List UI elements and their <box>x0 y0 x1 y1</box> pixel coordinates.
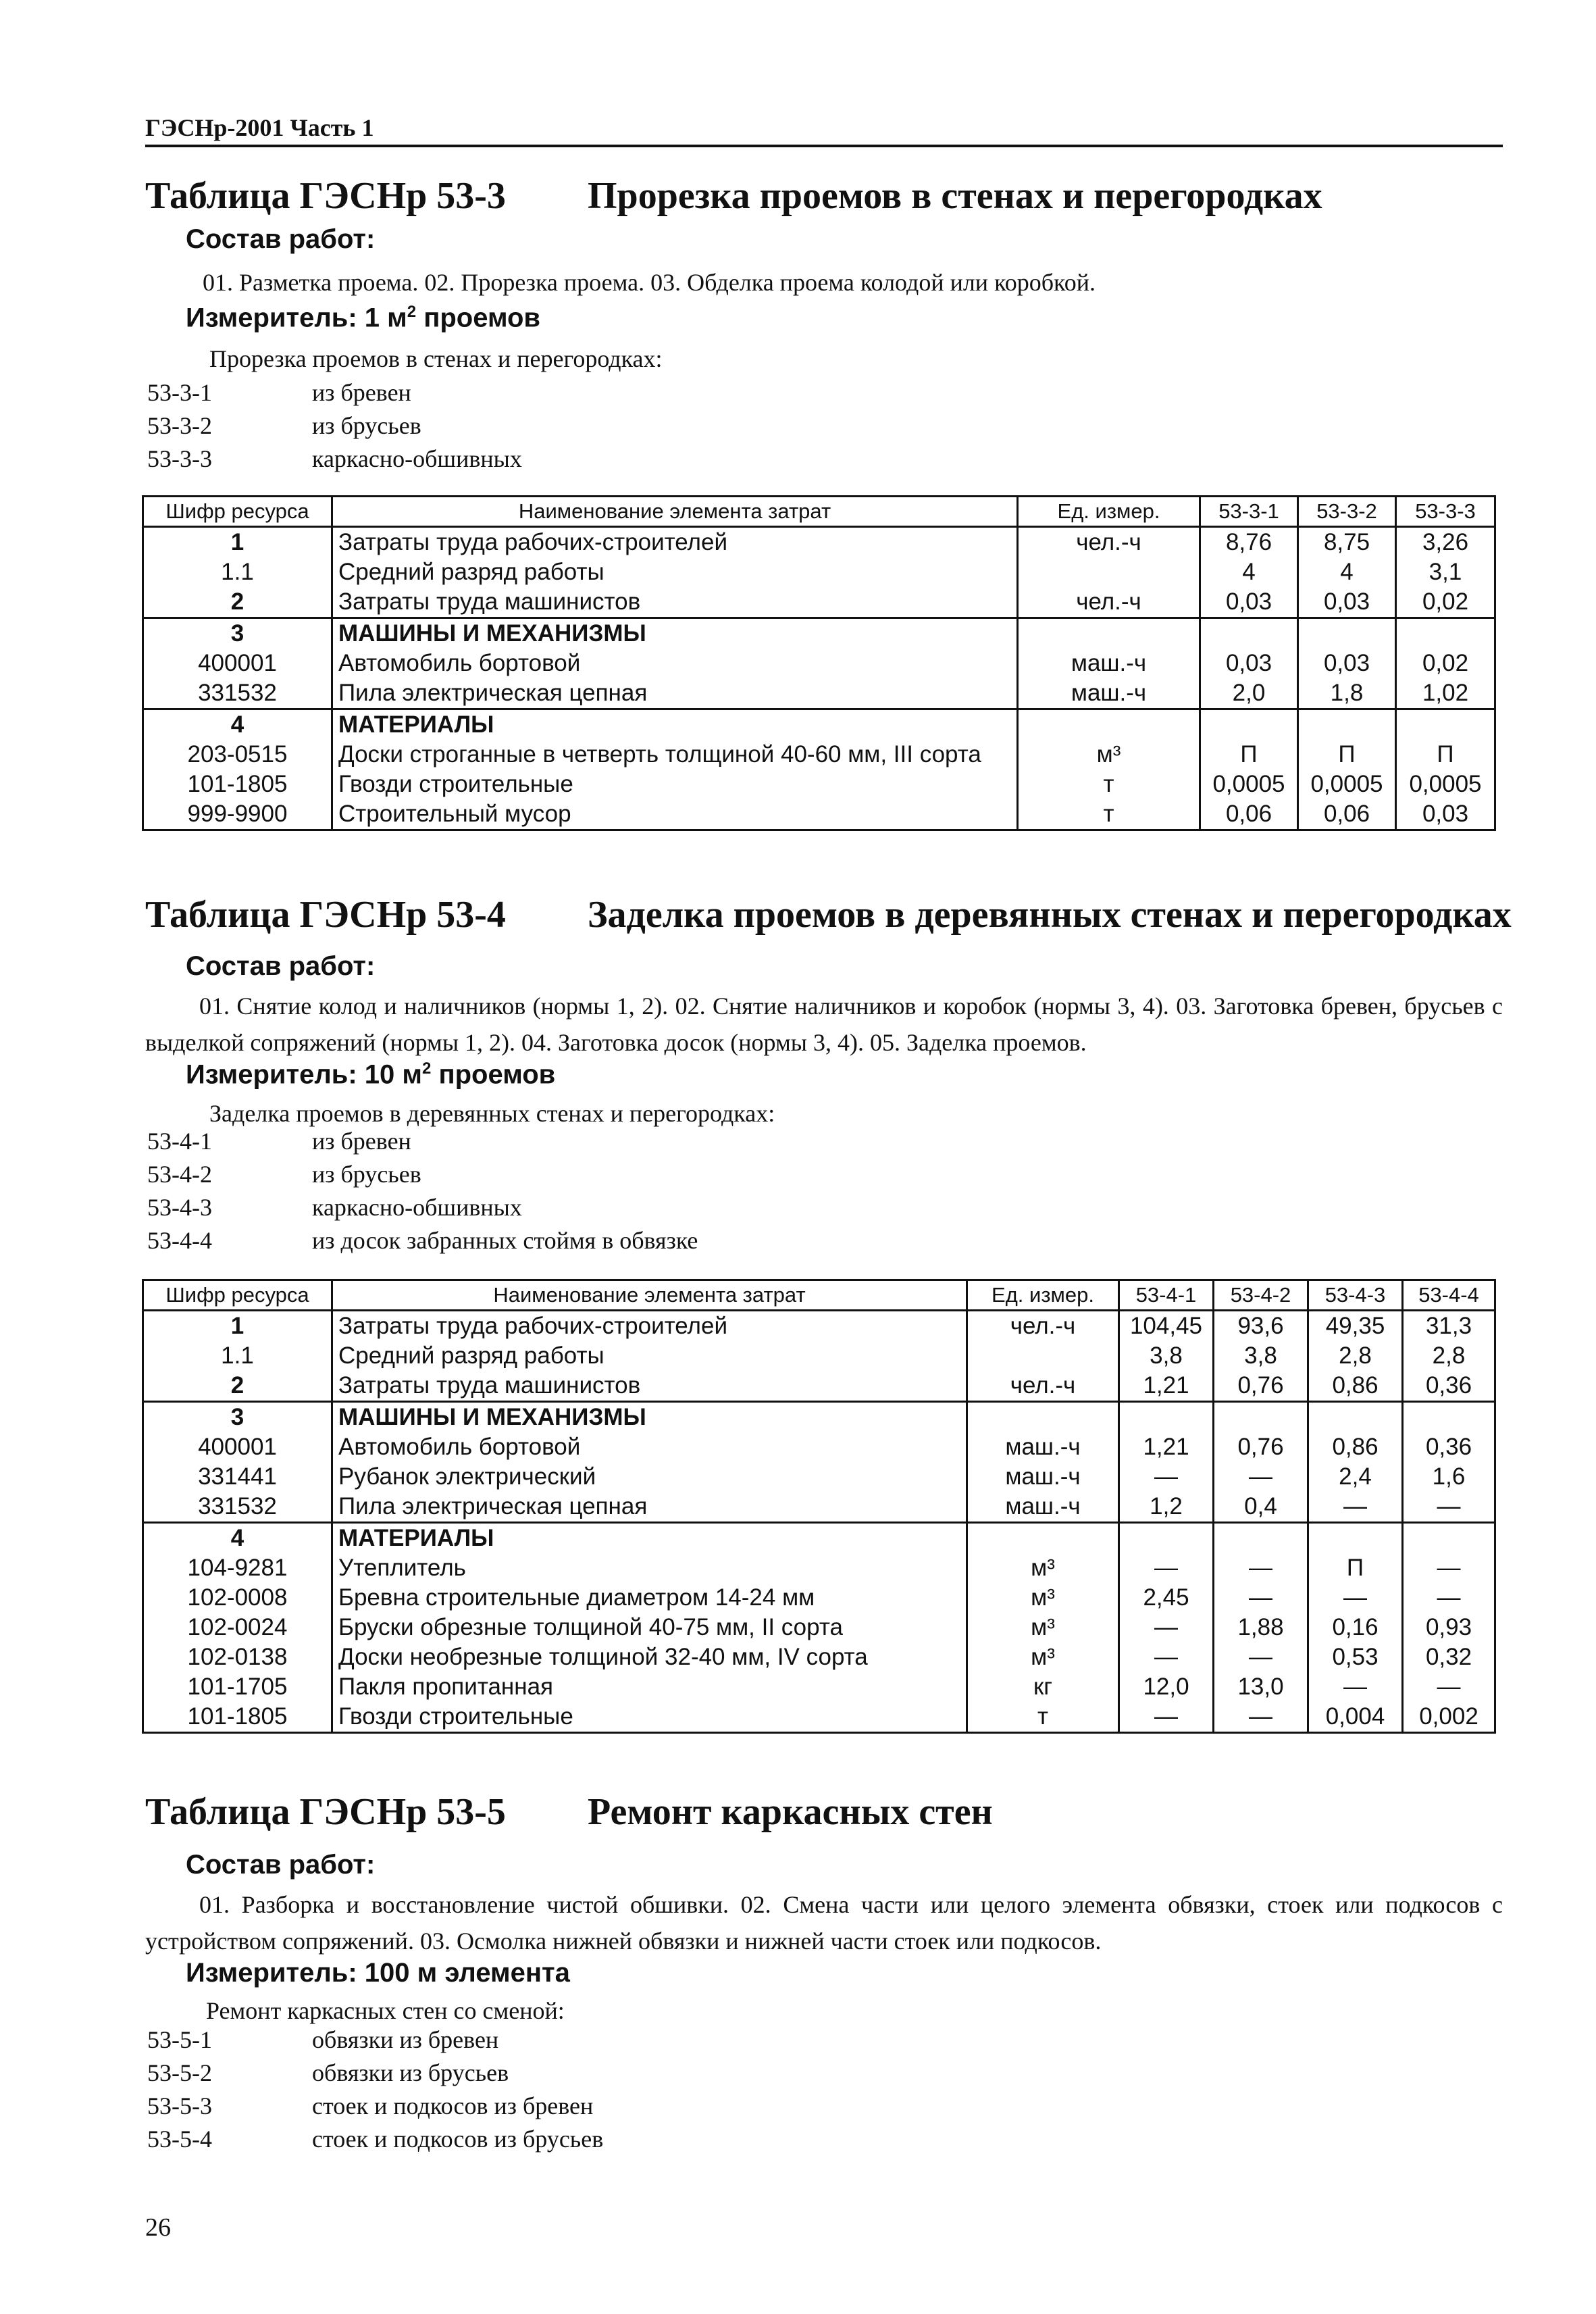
unit: маш.-ч <box>967 1432 1119 1462</box>
unit: чел.-ч <box>967 1371 1119 1402</box>
running-header: ГЭСНр-2001 Часть 1 <box>145 114 374 141</box>
norm-value: — <box>1119 1462 1214 1492</box>
norm-value: 0,86 <box>1308 1432 1403 1462</box>
table-row <box>143 649 1495 678</box>
resource-name: Средний разряд работы <box>332 1341 967 1371</box>
norm-value: — <box>1403 1492 1495 1523</box>
table-53-3-work-heading: Состав работ: <box>186 224 376 254</box>
table-53-4-work-text: 01. Снятие колод и наличников (нормы 1, 2). 02. Снятие наличников и коробок (нормы 3, 4). 03. Заготовка бревен, брусьев с выделкой сопряжений (нормы 1, 2). 04. Заготовка досок (нормы 3, 4). 05. Заделка проемов. <box>145 992 1503 1056</box>
table-53-5-work-heading: Состав работ: <box>186 1850 376 1880</box>
column-header: Ед. измер. <box>1018 497 1200 527</box>
resource-code: 203-0515 <box>143 740 332 770</box>
norm-value: 0,76 <box>1214 1432 1308 1462</box>
norm-value: — <box>1403 1583 1495 1613</box>
table-row <box>143 1523 1495 1554</box>
resource-code: 4 <box>143 709 332 740</box>
variant-name: из бревен <box>312 379 411 406</box>
variant-code: 53-4-2 <box>147 1161 212 1188</box>
table-row <box>143 770 1495 799</box>
variant-name: обвязки из бревен <box>312 2026 499 2053</box>
table-row <box>143 1341 1495 1371</box>
resource-name: МАШИНЫ И МЕХАНИЗМЫ <box>332 618 1018 649</box>
table-53-4-intro: Заделка проемов в деревянных стенах и перегородках: <box>209 1100 775 1127</box>
table-row <box>143 1702 1495 1733</box>
column-header: 53-4-2 <box>1214 1280 1308 1311</box>
norm-value: 1,21 <box>1119 1432 1214 1462</box>
norm-value: 93,6 <box>1214 1311 1308 1342</box>
table-53-3-meter: Измеритель: 1 $м^2$ проемов <box>186 303 541 333</box>
unit: маш.-ч <box>1018 649 1200 678</box>
norm-value: 0,36 <box>1403 1371 1495 1402</box>
variant-code: 53-5-2 <box>147 2059 212 2086</box>
column-header: 53-4-3 <box>1308 1280 1403 1311</box>
resource-code: 2 <box>143 1371 332 1402</box>
table-row <box>143 1613 1495 1642</box>
norm-value: 2,0 <box>1200 678 1298 709</box>
resource-name: Бревна строительные диаметром 14-24 мм <box>332 1583 967 1613</box>
resource-code: 331441 <box>143 1462 332 1492</box>
table-row <box>143 678 1495 709</box>
unit: т <box>1018 799 1200 830</box>
resource-name: Средний разряд работы <box>332 557 1018 587</box>
norm-value <box>1308 1402 1403 1433</box>
table-53-4-name: Заделка проемов в деревянных стенах и перегородках <box>588 894 1512 936</box>
table-53-5-name: Ремонт каркасных стен <box>588 1791 993 1833</box>
unit: маш.-ч <box>967 1492 1119 1523</box>
norm-value: 0,03 <box>1200 649 1298 678</box>
table-53-3-name: Прорезка проемов в стенах и перегородках <box>588 175 1322 217</box>
norm-value <box>1298 618 1396 649</box>
resource-name: Гвозди строительные <box>332 770 1018 799</box>
table-53-5-meter: Измеритель: 100 м элемента <box>186 1958 570 1988</box>
norm-value <box>1396 709 1495 740</box>
norm-value: — <box>1214 1462 1308 1492</box>
resource-code: 1 <box>143 527 332 558</box>
resource-code: 101-1805 <box>143 1702 332 1733</box>
column-header: 53-4-4 <box>1403 1280 1495 1311</box>
resource-code: 4 <box>143 1523 332 1554</box>
resource-code: 101-1705 <box>143 1672 332 1702</box>
variant-code: 53-4-4 <box>147 1227 212 1254</box>
table-row <box>143 557 1495 587</box>
norm-value <box>1308 1523 1403 1554</box>
unit: чел.-ч <box>967 1311 1119 1342</box>
resource-code: 102-0138 <box>143 1642 332 1672</box>
norm-value: — <box>1308 1583 1403 1613</box>
unit <box>967 1341 1119 1371</box>
norm-value: 0,0005 <box>1396 770 1495 799</box>
resource-code: 102-0024 <box>143 1613 332 1642</box>
unit: м³ <box>967 1583 1119 1613</box>
norm-value: 0,32 <box>1403 1642 1495 1672</box>
table-row <box>143 709 1495 740</box>
table-row <box>143 618 1495 649</box>
norm-value: — <box>1119 1553 1214 1583</box>
norm-value: — <box>1308 1492 1403 1523</box>
unit <box>967 1402 1119 1433</box>
resource-name: Доски необрезные толщиной 32-40 мм, IV сорта <box>332 1642 967 1672</box>
resource-code: 102-0008 <box>143 1583 332 1613</box>
unit: т <box>967 1702 1119 1733</box>
norm-value: 0,03 <box>1200 587 1298 618</box>
norm-value: — <box>1403 1672 1495 1702</box>
norm-value: — <box>1214 1583 1308 1613</box>
table-row <box>143 1492 1495 1523</box>
unit: м³ <box>967 1642 1119 1672</box>
resource-name: МАТЕРИАЛЫ <box>332 709 1018 740</box>
norm-value: 3,26 <box>1396 527 1495 558</box>
table-53-5-title <box>145 1790 993 1834</box>
norm-value <box>1200 618 1298 649</box>
variant-code: 53-4-1 <box>147 1128 212 1155</box>
norm-value: — <box>1214 1702 1308 1733</box>
table-53-4-label: Таблица ГЭСНр 53-4 <box>145 894 506 936</box>
column-header: 53-3-3 <box>1396 497 1495 527</box>
resource-code: 400001 <box>143 1432 332 1462</box>
norm-value <box>1119 1523 1214 1554</box>
norm-value: — <box>1119 1702 1214 1733</box>
norm-value: 3,1 <box>1396 557 1495 587</box>
norm-value <box>1403 1402 1495 1433</box>
norm-value: — <box>1119 1613 1214 1642</box>
norm-value: 3,8 <box>1214 1341 1308 1371</box>
unit: маш.-ч <box>1018 678 1200 709</box>
unit <box>1018 557 1200 587</box>
variant-name: каркасно-обшивных <box>312 445 522 472</box>
table-row <box>143 1642 1495 1672</box>
column-header: Наименование элемента затрат <box>332 497 1018 527</box>
resource-name: Пакля пропитанная <box>332 1672 967 1702</box>
norm-value: 2,8 <box>1403 1341 1495 1371</box>
norm-value: 0,53 <box>1308 1642 1403 1672</box>
norm-value <box>1214 1402 1308 1433</box>
table-53-4-work-heading: Состав работ: <box>186 951 376 981</box>
norm-value: 3,8 <box>1119 1341 1214 1371</box>
table-53-4-meter: Измеритель: 10 $м^2$ проемов <box>186 1059 556 1090</box>
unit: м³ <box>967 1613 1119 1642</box>
norm-value <box>1200 709 1298 740</box>
variant-name: из досок забранных стоймя в обвязке <box>312 1227 698 1254</box>
norm-value: 1,21 <box>1119 1371 1214 1402</box>
resource-code: 2 <box>143 587 332 618</box>
norm-value: 0,93 <box>1403 1613 1495 1642</box>
table-row <box>143 1583 1495 1613</box>
norm-value: 0,002 <box>1403 1702 1495 1733</box>
table-row <box>143 1371 1495 1402</box>
column-header: Ед. измер. <box>967 1280 1119 1311</box>
variant-name: стоек и подкосов из бревен <box>312 2092 594 2119</box>
resource-name: Затраты труда машинистов <box>332 587 1018 618</box>
variant-code: 53-5-1 <box>147 2026 212 2053</box>
table-53-3-title <box>145 174 1322 218</box>
norm-value: 0,76 <box>1214 1371 1308 1402</box>
header-rule <box>145 145 1503 147</box>
resource-code: 3 <box>143 1402 332 1433</box>
variant-name: из бревен <box>312 1128 411 1155</box>
norm-value: П <box>1308 1553 1403 1583</box>
table-53-3-intro: Прорезка проемов в стенах и перегородках: <box>209 345 663 372</box>
norm-value: 0,06 <box>1298 799 1396 830</box>
resource-code: 400001 <box>143 649 332 678</box>
norm-value: 2,8 <box>1308 1341 1403 1371</box>
norm-value: 8,76 <box>1200 527 1298 558</box>
norm-value: П <box>1298 740 1396 770</box>
norm-value: — <box>1214 1553 1308 1583</box>
table-53-3-label: Таблица ГЭСНр 53-3 <box>145 175 506 217</box>
column-header: Шифр ресурса <box>143 1280 332 1311</box>
resource-name: Затраты труда рабочих-строителей <box>332 1311 967 1342</box>
norm-value: 0,03 <box>1298 587 1396 618</box>
norm-value: П <box>1200 740 1298 770</box>
column-header: 53-3-2 <box>1298 497 1396 527</box>
norm-value: 0,16 <box>1308 1613 1403 1642</box>
norm-value <box>1214 1523 1308 1554</box>
unit <box>967 1523 1119 1554</box>
norm-value <box>1403 1523 1495 1554</box>
variant-name: каркасно-обшивных <box>312 1194 522 1221</box>
resource-code: 1.1 <box>143 557 332 587</box>
table-53-4-resources <box>142 1279 1496 1734</box>
norm-value: 2,4 <box>1308 1462 1403 1492</box>
variant-code: 53-3-1 <box>147 379 212 406</box>
resource-name: Автомобиль бортовой <box>332 649 1018 678</box>
unit: маш.-ч <box>967 1462 1119 1492</box>
norm-value: — <box>1403 1553 1495 1583</box>
table-row <box>143 1311 1495 1342</box>
resource-code: 3 <box>143 618 332 649</box>
resource-name: Бруски обрезные толщиной 40-75 мм, II сорта <box>332 1613 967 1642</box>
table-row <box>143 740 1495 770</box>
norm-value: 0,0005 <box>1298 770 1396 799</box>
norm-value: 0,0005 <box>1200 770 1298 799</box>
norm-value <box>1298 709 1396 740</box>
page-number: 26 <box>145 2213 171 2242</box>
resource-code: 1 <box>143 1311 332 1342</box>
table-53-5-work-text: 01. Разборка и восстановление чистой обшивки. 02. Смена части или целого элемента обвязки, стоек или подкосов с устройством сопряжений. 03. Осмолка нижней обвязки и нижней части стоек или подкосов. <box>145 1891 1503 1955</box>
unit: м³ <box>967 1553 1119 1583</box>
norm-value: 13,0 <box>1214 1672 1308 1702</box>
norm-value: 0,03 <box>1298 649 1396 678</box>
norm-value: П <box>1396 740 1495 770</box>
resource-name: Гвозди строительные <box>332 1702 967 1733</box>
norm-value: 0,06 <box>1200 799 1298 830</box>
resource-name: Строительный мусор <box>332 799 1018 830</box>
norm-value: 0,03 <box>1396 799 1495 830</box>
norm-value: 1,8 <box>1298 678 1396 709</box>
unit: т <box>1018 770 1200 799</box>
norm-value: 12,0 <box>1119 1672 1214 1702</box>
table-53-5-intro: Ремонт каркасных стен со сменой: <box>206 1997 565 2024</box>
norm-value: 0,86 <box>1308 1371 1403 1402</box>
unit: чел.-ч <box>1018 527 1200 558</box>
column-header: 53-4-1 <box>1119 1280 1214 1311</box>
column-header: Наименование элемента затрат <box>332 1280 967 1311</box>
table-53-3-resources <box>142 495 1496 831</box>
resource-name: Пила электрическая цепная <box>332 1492 967 1523</box>
norm-value <box>1119 1402 1214 1433</box>
norm-value: 0,004 <box>1308 1702 1403 1733</box>
norm-value: 31,3 <box>1403 1311 1495 1342</box>
resource-name: Утеплитель <box>332 1553 967 1583</box>
table-row <box>143 527 1495 558</box>
variant-name: из брусьев <box>312 412 421 439</box>
table-53-3-work-text: 01. Разметка проема. 02. Прорезка проема. 03. Обделка проема колодой или коробкой. <box>203 269 1096 296</box>
table-53-4-title <box>145 893 1512 936</box>
resource-name: МАШИНЫ И МЕХАНИЗМЫ <box>332 1402 967 1433</box>
table-row <box>143 1432 1495 1462</box>
unit <box>1018 618 1200 649</box>
variant-code: 53-5-4 <box>147 2126 212 2153</box>
norm-value: 8,75 <box>1298 527 1396 558</box>
variant-code: 53-3-3 <box>147 445 212 472</box>
norm-value: 0,36 <box>1403 1432 1495 1462</box>
norm-value: 49,35 <box>1308 1311 1403 1342</box>
unit <box>1018 709 1200 740</box>
table-53-5-label: Таблица ГЭСНр 53-5 <box>145 1791 506 1833</box>
variant-code: 53-5-3 <box>147 2092 212 2119</box>
resource-name: Доски строганные в четверть толщиной 40-60 мм, III сорта <box>332 740 1018 770</box>
norm-value: 104,45 <box>1119 1311 1214 1342</box>
variant-code: 53-4-3 <box>147 1194 212 1221</box>
resource-code: 1.1 <box>143 1341 332 1371</box>
resource-code: 999-9900 <box>143 799 332 830</box>
column-header: 53-3-1 <box>1200 497 1298 527</box>
norm-value: — <box>1119 1642 1214 1672</box>
variant-name: стоек и подкосов из брусьев <box>312 2126 604 2153</box>
table-row <box>143 1553 1495 1583</box>
resource-code: 104-9281 <box>143 1553 332 1583</box>
resource-code: 101-1805 <box>143 770 332 799</box>
norm-value: 0,02 <box>1396 649 1495 678</box>
resource-code: 331532 <box>143 1492 332 1523</box>
variant-name: обвязки из брусьев <box>312 2059 509 2086</box>
resource-code: 331532 <box>143 678 332 709</box>
norm-value: 2,45 <box>1119 1583 1214 1613</box>
variant-name: из брусьев <box>312 1161 421 1188</box>
norm-value: — <box>1308 1672 1403 1702</box>
norm-value: 1,88 <box>1214 1613 1308 1642</box>
unit: м³ <box>1018 740 1200 770</box>
norm-value: 1,02 <box>1396 678 1495 709</box>
table-row <box>143 587 1495 618</box>
table-row <box>143 1462 1495 1492</box>
table-row <box>143 799 1495 830</box>
norm-value: 1,6 <box>1403 1462 1495 1492</box>
norm-value: 4 <box>1200 557 1298 587</box>
resource-name: Рубанок электрический <box>332 1462 967 1492</box>
resource-name: Пила электрическая цепная <box>332 678 1018 709</box>
unit: чел.-ч <box>1018 587 1200 618</box>
resource-name: Затраты труда машинистов <box>332 1371 967 1402</box>
norm-value: 0,02 <box>1396 587 1495 618</box>
unit: кг <box>967 1672 1119 1702</box>
norm-value: 0,4 <box>1214 1492 1308 1523</box>
resource-name: МАТЕРИАЛЫ <box>332 1523 967 1554</box>
norm-value: — <box>1214 1642 1308 1672</box>
variant-code: 53-3-2 <box>147 412 212 439</box>
norm-value: 4 <box>1298 557 1396 587</box>
resource-name: Затраты труда рабочих-строителей <box>332 527 1018 558</box>
norm-value <box>1396 618 1495 649</box>
column-header: Шифр ресурса <box>143 497 332 527</box>
resource-name: Автомобиль бортовой <box>332 1432 967 1462</box>
norm-value: 1,2 <box>1119 1492 1214 1523</box>
table-row <box>143 1402 1495 1433</box>
table-row <box>143 1672 1495 1702</box>
